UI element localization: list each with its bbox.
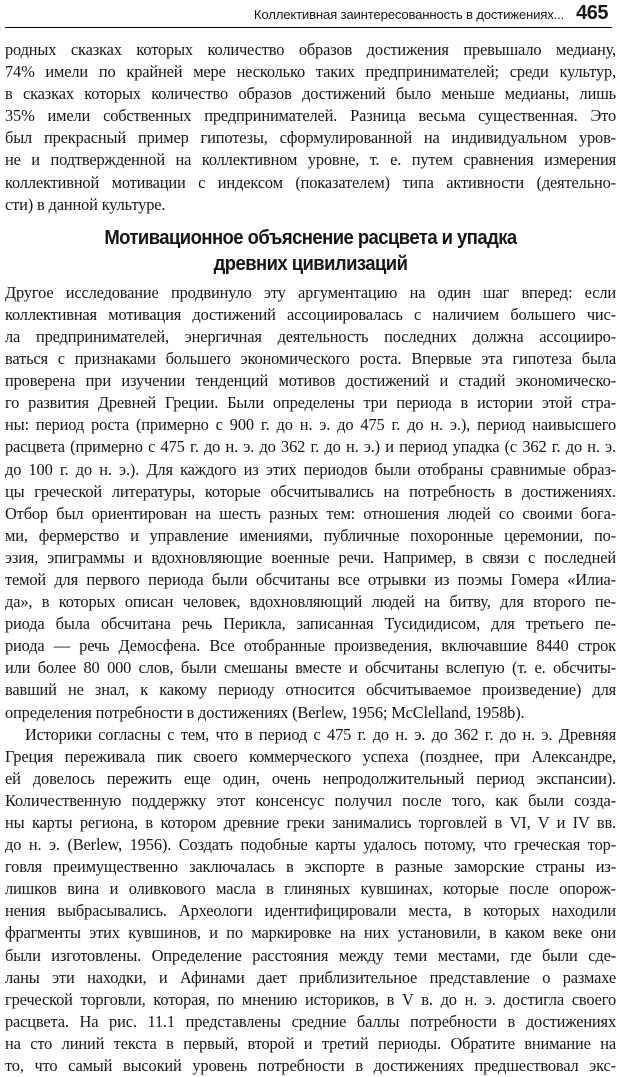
text-line: риода — речь Демосфена. Все отобранные произведения, включавшие 8440 строк [5,636,616,656]
paragraph-1 [5,39,616,216]
text-line: Греция переживала пик своего коммерческого успеха (позднее, при Александре, [5,746,616,766]
text-line: родных сказках которых количество образов достижения превышало медиану, [5,40,616,59]
text-line: были изготовлены. Определение расстояния между теми местами, где были сде- [5,945,616,965]
text-line: расцвета (примерно с 475 г. до н. э. до 362 г. до н. э.) и период упадка (с 362 г. до н. э. [5,437,616,457]
text-line: лишков вина и оливкового масла в глиняных кувшинах, которые после опорож- [5,879,616,899]
text-line: на сто линий текста в первый, второй и третий периоды. Обратите внимание на [5,1033,616,1053]
text-line: греческой торговли, которая, по мнению историков, в V в. до н. э. достигла своего [5,989,616,1009]
text-line: ми, фермерство и управление имениями, публичные похоронные церемонии, по- [5,525,616,545]
text-line: ей довелось пережить еще один, очень непродолжительный период экспансии). [5,768,616,788]
text-line: то, что самый высокий уровень потребности в достижениях предшествовал экс- [5,1056,616,1076]
text-line: ла предпринимателей, энергичная деятельность последних должна ассоцииро- [5,326,616,346]
text-line: 74% имели по крайней мере несколько таких предпринимателей; среди культур, [5,62,616,82]
text-line: говля преимущественно заключалась в экспорте в разные заморские страны из- [5,857,616,877]
text-line: го развития Древней Греции. Были определены три периода в истории этой стра- [5,393,616,413]
text-line: ны карты региона, в котором древние греки занимались торговлей в VI, V и IV вв. [5,813,616,832]
text-line: Историки согласны с тем, что в период с 475 г. до н. э. до 362 г. до н. э. Древняя [25,724,616,744]
page-number: 465 [576,2,608,24]
section-heading [36,225,586,277]
text-line: определения потребности в достижениях (Berlew, 1956; McClelland, 1958b). [5,702,525,722]
page-body [5,39,616,1077]
text-line: цы греческой литературы, которые обсчитывались на потребность в достижениях. [5,481,616,501]
text-line: Количественную поддержку этот консенсус получил после того, как были созда- [5,790,616,810]
text-line: эзия, эпиграммы и вдохновляющие военные речи. Например, в связи с последней [5,547,616,567]
text-line: ваться с признаками большего экономического роста. Впервые эта гипотеза была [5,349,616,369]
running-title: Коллективная заинтересованность в достижениях... [253,7,564,22]
running-head [0,0,620,28]
text-line: не и подтвержденной на коллективном уровне, т. е. путем сравнения измерения [5,150,616,170]
text-line: ланы эти находки, и Афинами дает приблизительное представление о размахе [5,967,616,987]
text-line: риода была обсчитана речь Перикла, записанная Тусидидисом, для третьего пе- [5,614,616,634]
section-heading-line: древних цивилизаций [213,251,408,275]
paragraph-3 [5,724,616,1077]
text-line: Другое исследование продвинуло эту аргументацию на один шаг вперед: если [5,282,616,302]
text-line: Отбор был ориентирован на шесть разных тем: отношения людей со своими бога- [5,503,616,523]
text-line: до н. э. (Berlew, 1956). Создать подобные карты удалось потому, что греческая тор- [5,835,616,855]
text-line: расцвета. На рис. 11.1 представлены средние баллы потребности в достижениях [5,1011,616,1031]
text-line: в сказках которых количество образов достижений было меньше медианы, лишь [5,84,616,104]
text-line: 35% имели собственных предпринимателей. Разница весьма существенная. Это [5,106,616,126]
text-line: вавший не знал, к какому периоду относится обсчитываемое произведение) для [5,680,616,700]
text-line: или более 80 000 слов, были смешаны вместе и обсчитаны вслепую (т. е. обсчиты- [5,658,616,678]
section-heading-line: Мотивационное объяснение расцвета и упадка [104,225,517,249]
text-line: сти) в данной культуре. [5,194,166,214]
text-line: до 100 г. до н. э.). Для каждого из этих периодов были отобраны сравнимые образ- [5,459,616,479]
text-line: фрагменты этих кувшинов, и по маркировке на них установили, в каком веке они [5,923,616,943]
text-line: коллективной мотивации с индексом (показателем) типа активности (деятельно- [5,172,616,192]
header-rule [5,27,612,28]
text-line: да», в которых описан человек, вдохновляющий людей на битву, для второго пе- [5,592,616,612]
text-line: коллективная мотивация достижений ассоциировалась с наличием большего чис- [5,304,616,324]
text-line: темой для первого периода были обсчитаны все отрывки из поэмы Гомера «Илиа- [5,569,616,589]
text-line: проверена при изучении тенденций мотивов достижений и стадий экономическо- [5,371,616,391]
text-line: был прекрасный пример гипотезы, сформулированной на индивидуальном уров- [5,128,616,148]
paragraph-2 [5,282,616,724]
text-line: нения выбрасывались. Археологи идентифицировали места, в которых находили [5,901,616,921]
text-line: ны: период роста (примерно с 900 г. до н. э. до 475 г. до н. э.), период наивысшего [5,415,616,435]
